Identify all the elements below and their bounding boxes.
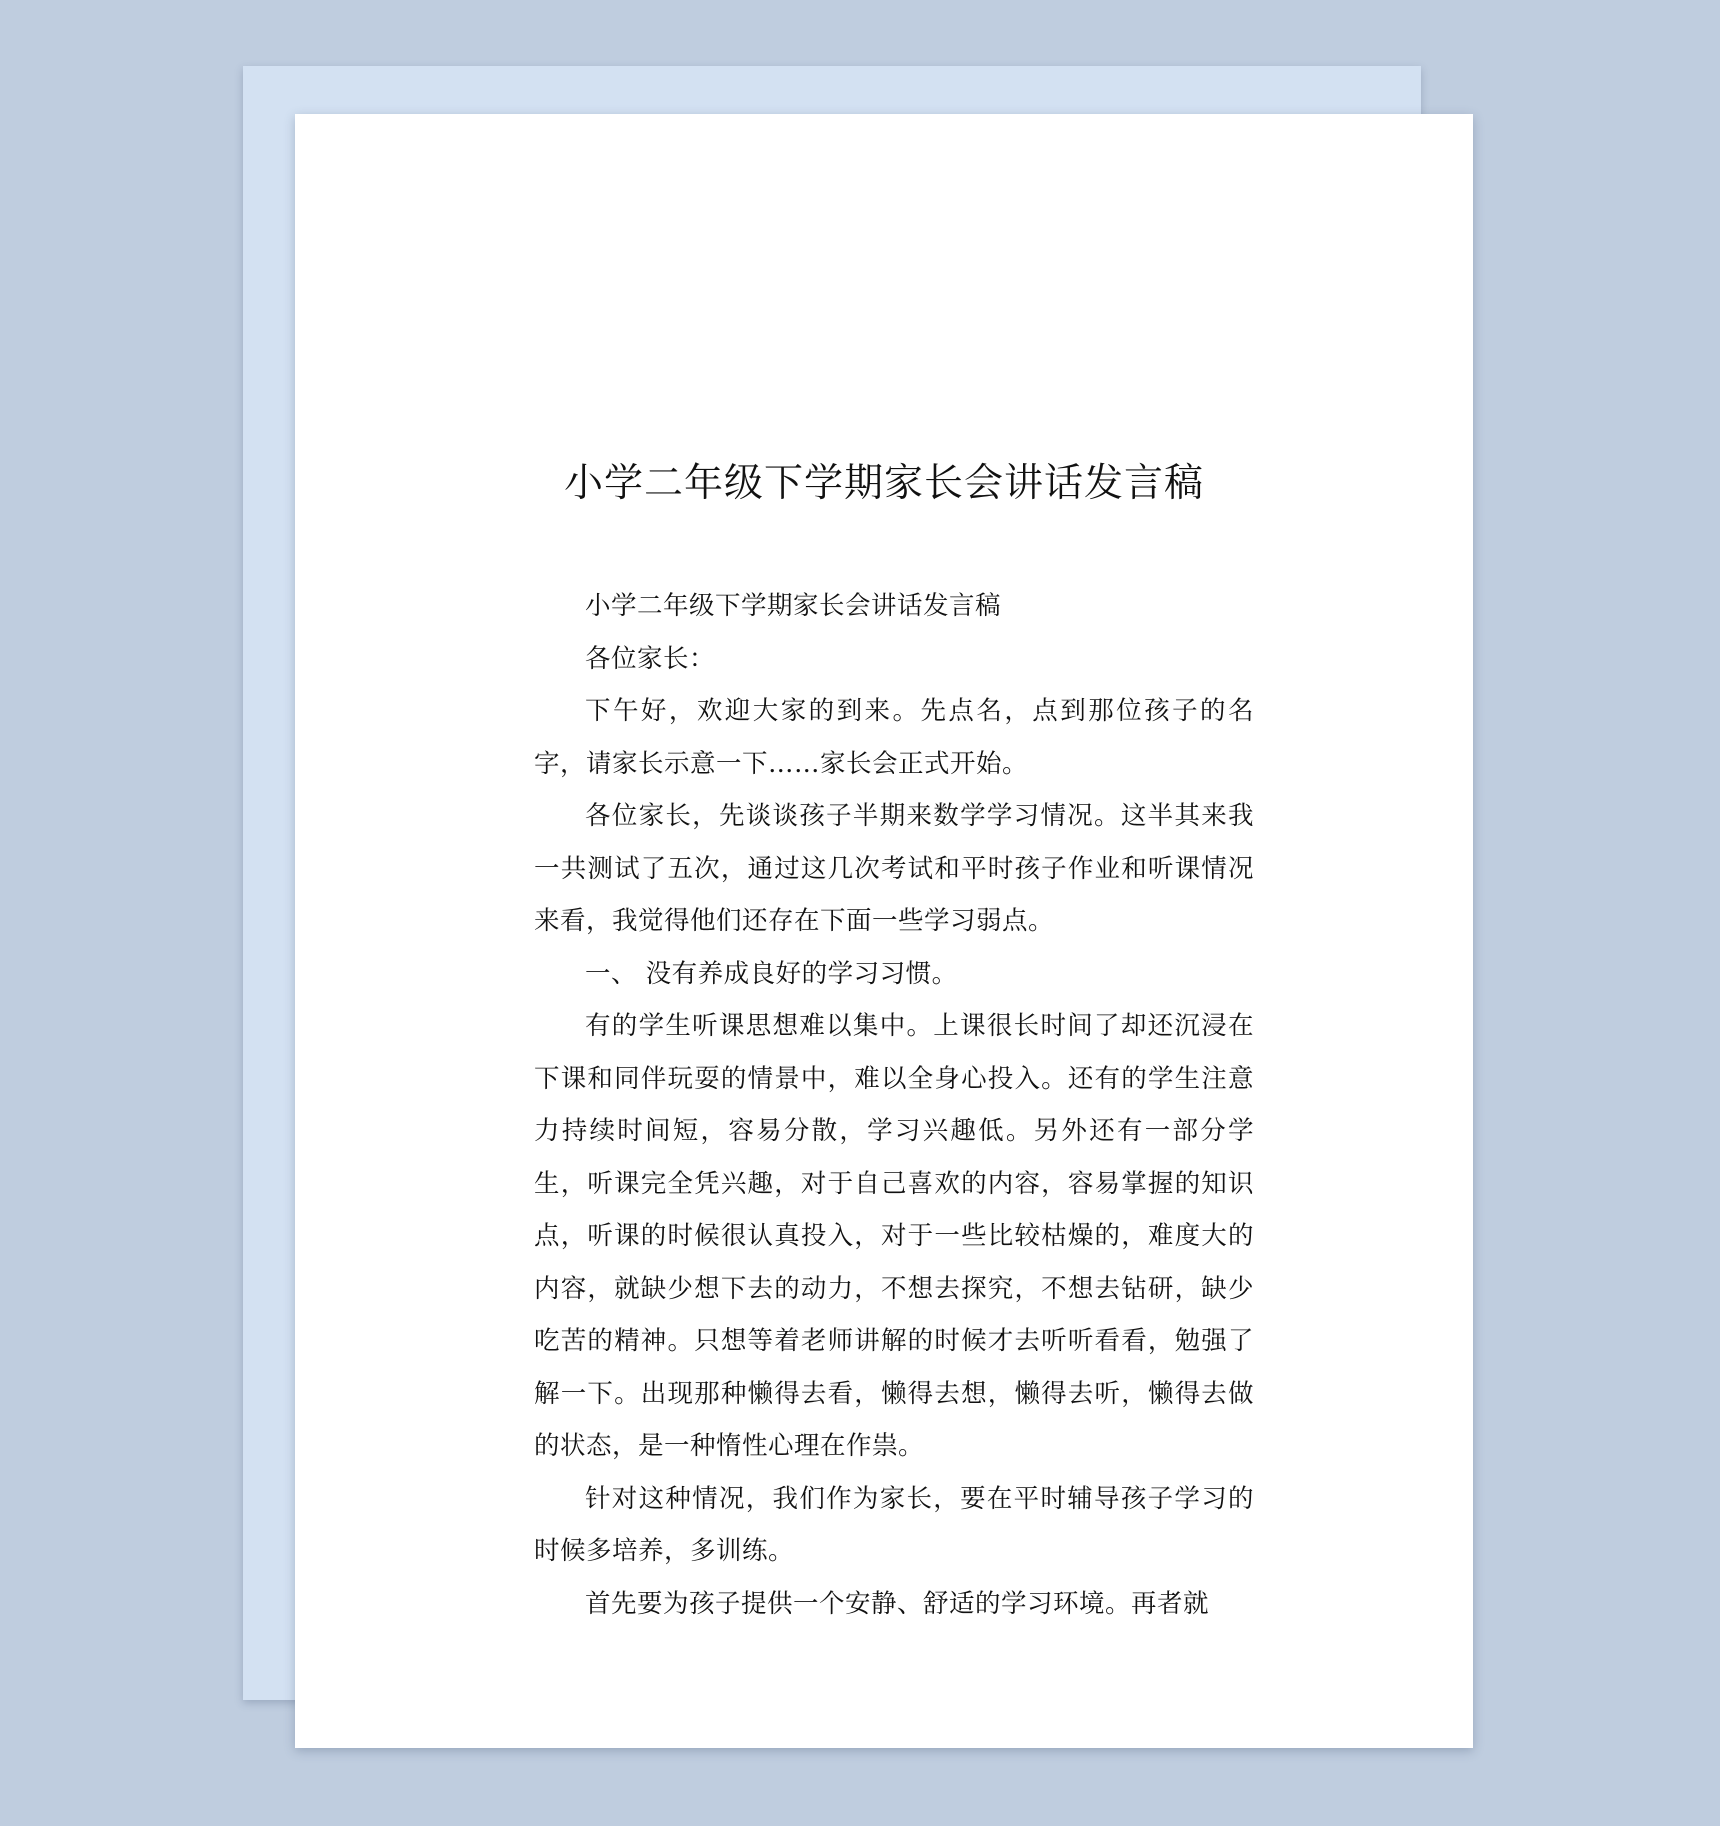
document-body xyxy=(534,580,1254,1630)
paragraph-environment: 首先要为孩子提供一个安静、舒适的学习环境。再者就 xyxy=(585,1588,1210,1619)
paragraph-parent-advice: 针对这种情况，我们作为家长，要在平时辅导孩子学习的时候多培养，多训练。 xyxy=(534,1483,1254,1566)
document-page xyxy=(295,114,1473,1748)
paragraph-salutation: 各位家长： xyxy=(585,643,716,674)
paragraph-section-heading: 一、 没有养成良好的学习习惯。 xyxy=(585,958,958,989)
paragraph-greeting: 下午好，欢迎大家的到来。先点名，点到那位孩子的名字，请家长示意一下……家长会正式开始。 xyxy=(534,696,1254,779)
paragraph-listening-issues: 有的学生听课思想难以集中。上课很长时间了却还沉浸在下课和同伴玩耍的情景中，难以全身心投入。还有的学生注意力持续时间短，容易分散，学习兴趣低。另外还有一部分学生，听课完全凭兴趣，对于自己喜欢的内容，容易掌握的知识点，听课的时候很认真投入，对于一些比较枯燥的，难度大的内容，就缺少想下去的动力，不想去探究，不想去钻研，缺少吃苦的精神。只想等着老师讲解的时候才去听听看看，勉强了解一下。出现那种懒得去看，懒得去想，懒得去听，懒得去做的状态，是一种惰性心理在作祟。 xyxy=(534,1011,1254,1461)
paragraph-math-overview: 各位家长，先谈谈孩子半期来数学学习情况。这半其来我一共测试了五次，通过这几次考试和平时孩子作业和听课情况来看，我觉得他们还存在下面一些学习弱点。 xyxy=(534,801,1254,936)
document-title: 小学二年级下学期家长会讲话发言稿 xyxy=(563,461,1204,506)
paragraph-subtitle: 小学二年级下学期家长会讲话发言稿 xyxy=(585,591,1002,621)
